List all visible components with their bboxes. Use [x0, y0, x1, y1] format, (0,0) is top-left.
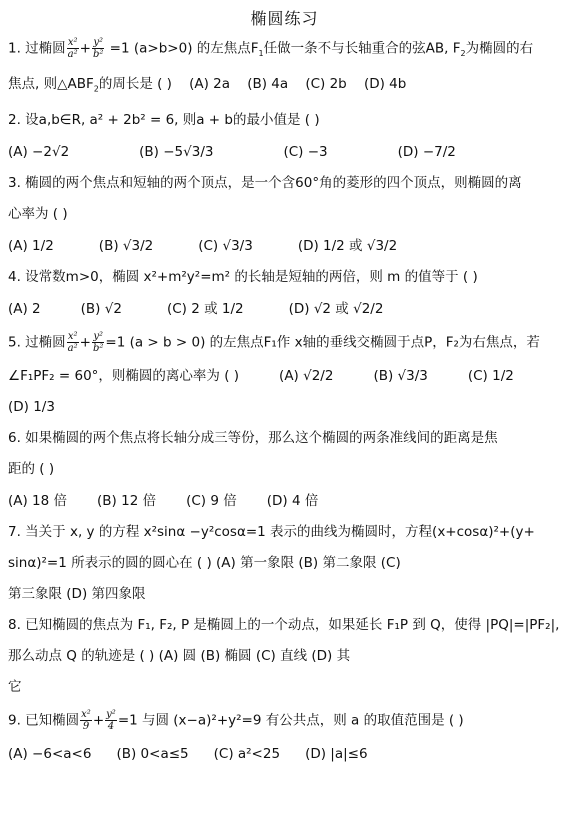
- question-5-line-2: [8, 366, 561, 386]
- fraction-y2-4: $\frac{\text{y²}}{4}$: [106, 708, 116, 732]
- q1-option-c[interactable]: (C) 2b: [305, 76, 347, 93]
- q1-option-a[interactable]: (A) 2a: [189, 76, 231, 93]
- question-6-options: [8, 491, 561, 511]
- q5-option-b[interactable]: (B) √3/3: [373, 367, 428, 384]
- q1-option-d[interactable]: (D) 4b: [363, 76, 407, 93]
- q3-option-b[interactable]: (B) √3/2: [98, 237, 154, 254]
- question-7-line-3: 第三象限 (D) 第四象限: [8, 585, 146, 602]
- q5-option-c[interactable]: (C) 1/2: [467, 367, 514, 384]
- q9-option-d[interactable]: (D) |a|≤6: [305, 745, 368, 762]
- question-2-options: [8, 142, 561, 162]
- question-3-line-1: 3. 椭圆的两个焦点和短轴的两个顶点，是一个含60°角的菱形的四个顶点，则椭圆的离: [8, 174, 522, 191]
- q2-option-c[interactable]: (C) −3: [283, 143, 328, 160]
- question-7-line-2: sinα)²=1 所表示的圆的圆心在 ( ) (A) 第一象限 (B) 第二象限 (C): [8, 554, 401, 571]
- q4-option-c[interactable]: (C) 2 或 1/2: [166, 300, 244, 317]
- q1-option-b[interactable]: (B) 4a: [247, 76, 289, 93]
- q9-option-b[interactable]: (B) 0<a≤5: [116, 745, 189, 762]
- q6-option-a[interactable]: (A) 18 倍: [8, 492, 68, 509]
- question-9: 9. 已知椭圆 $\frac{\text{x²}}{9}$ + $\frac{\text{y²}}{4}$ =1 与圆 (x−a)²+y²=9 有公共点，则 a 的取值范围是 ( ): [8, 708, 464, 732]
- question-7-line-1: 7. 当关于 x, y 的方程 x²sinα −y²cosα=1 表示的曲线为椭圆时，方程(x+cosα)²+(y+: [8, 523, 535, 540]
- question-1-line-1: 1. 过椭圆 $\frac{\text{x²}}{\text{a²}}$ + $\frac{\text{y²}}{\text{b²}}$ =1 (a>b>0) 的左焦点$F_1$任做一条不与长轴重合的弦AB, $F_2$为椭圆的右: [8, 37, 534, 60]
- question-5-line-1: 5. 过椭圆 $\frac{\text{x²}}{\text{a²}}$ + $\frac{\text{y²}}{\text{b²}}$ =1 (a > b > 0) 的左焦点F₁作 x轴的垂线交椭圆于点P，F₂为右焦点，若: [8, 330, 540, 354]
- fraction-x2-a2: $\frac{\text{x²}}{\text{a²}}$: [67, 37, 78, 60]
- question-3-options: [8, 236, 561, 256]
- question-6-line-1: 6. 如果椭圆的两个焦点将长轴分成三等份，那么这个椭圆的两条准线间的距离是焦: [8, 429, 498, 446]
- fraction-y2-b2: $\frac{\text{y²}}{\text{b²}}$: [92, 37, 104, 60]
- q4-option-a[interactable]: (A) 2: [8, 300, 41, 317]
- q5-option-a[interactable]: (A) √2/2: [279, 367, 334, 384]
- question-4-options: [8, 299, 561, 319]
- q3-option-a[interactable]: (A) 1/2: [8, 237, 54, 254]
- q6-option-c[interactable]: (C) 9 倍: [186, 492, 237, 509]
- q9-option-a[interactable]: (A) −6<a<6: [8, 745, 92, 762]
- fraction-x2-9: $\frac{\text{x²}}{9}$: [81, 708, 91, 732]
- question-2: 2. 设a,b∈R, a² + 2b² = 6, 则a + b的最小值是 ( ): [8, 111, 320, 128]
- question-9-options: [8, 744, 561, 764]
- question-3-line-2: 心率为 ( ): [8, 205, 68, 222]
- q2-option-d[interactable]: (D) −7/2: [397, 143, 456, 160]
- q6-option-d[interactable]: (D) 4 倍: [266, 492, 319, 509]
- question-4: 4. 设常数m>0，椭圆 x²+m²y²=m² 的长轴是短轴的两倍，则 m 的值等于 ( ): [8, 268, 478, 285]
- q3-option-d[interactable]: (D) 1/2 或 √3/2: [297, 237, 398, 254]
- fraction-x2-a2: $\frac{\text{x²}}{\text{a²}}$: [67, 330, 78, 354]
- question-8-line-3: 它: [8, 678, 22, 695]
- q4-option-d[interactable]: (D) √2 或 √2/2: [288, 300, 384, 317]
- fraction-y2-b2: $\frac{\text{y²}}{\text{b²}}$: [92, 330, 104, 354]
- q5-option-d[interactable]: (D) 1/3: [8, 398, 55, 415]
- question-6-line-2: 距的 ( ): [8, 460, 55, 477]
- q2-option-b[interactable]: (B) −5√3/3: [139, 143, 214, 160]
- q3-option-c[interactable]: (C) √3/3: [198, 237, 253, 254]
- question-5-condition: ∠F₁PF₂ = 60°，则椭圆的离心率为 ( ): [8, 367, 240, 384]
- question-8-line-1: 8. 已知椭圆的焦点为 F₁, F₂, P 是椭圆上的一个动点，如果延长 F₁P 到 Q，使得 |PQ|=|PF₂|,: [8, 616, 560, 633]
- q4-option-b[interactable]: (B) √2: [80, 300, 122, 317]
- q9-option-c[interactable]: (C) a²<25: [213, 745, 281, 762]
- question-8-line-2: 那么动点 Q 的轨迹是 ( ) (A) 圆 (B) 椭圆 (C) 直线 (D) 其: [8, 647, 351, 664]
- question-1-line-2: 焦点, 则$\triangle ABF_2$的周长是 ( ) (A) 2a (B) 4a (C) 2b (D) 4b: [8, 76, 407, 94]
- page-title: 椭圆练习: [250, 9, 319, 28]
- q6-option-b[interactable]: (B) 12 倍: [97, 492, 157, 509]
- q2-option-a[interactable]: (A) −2√2: [8, 143, 70, 160]
